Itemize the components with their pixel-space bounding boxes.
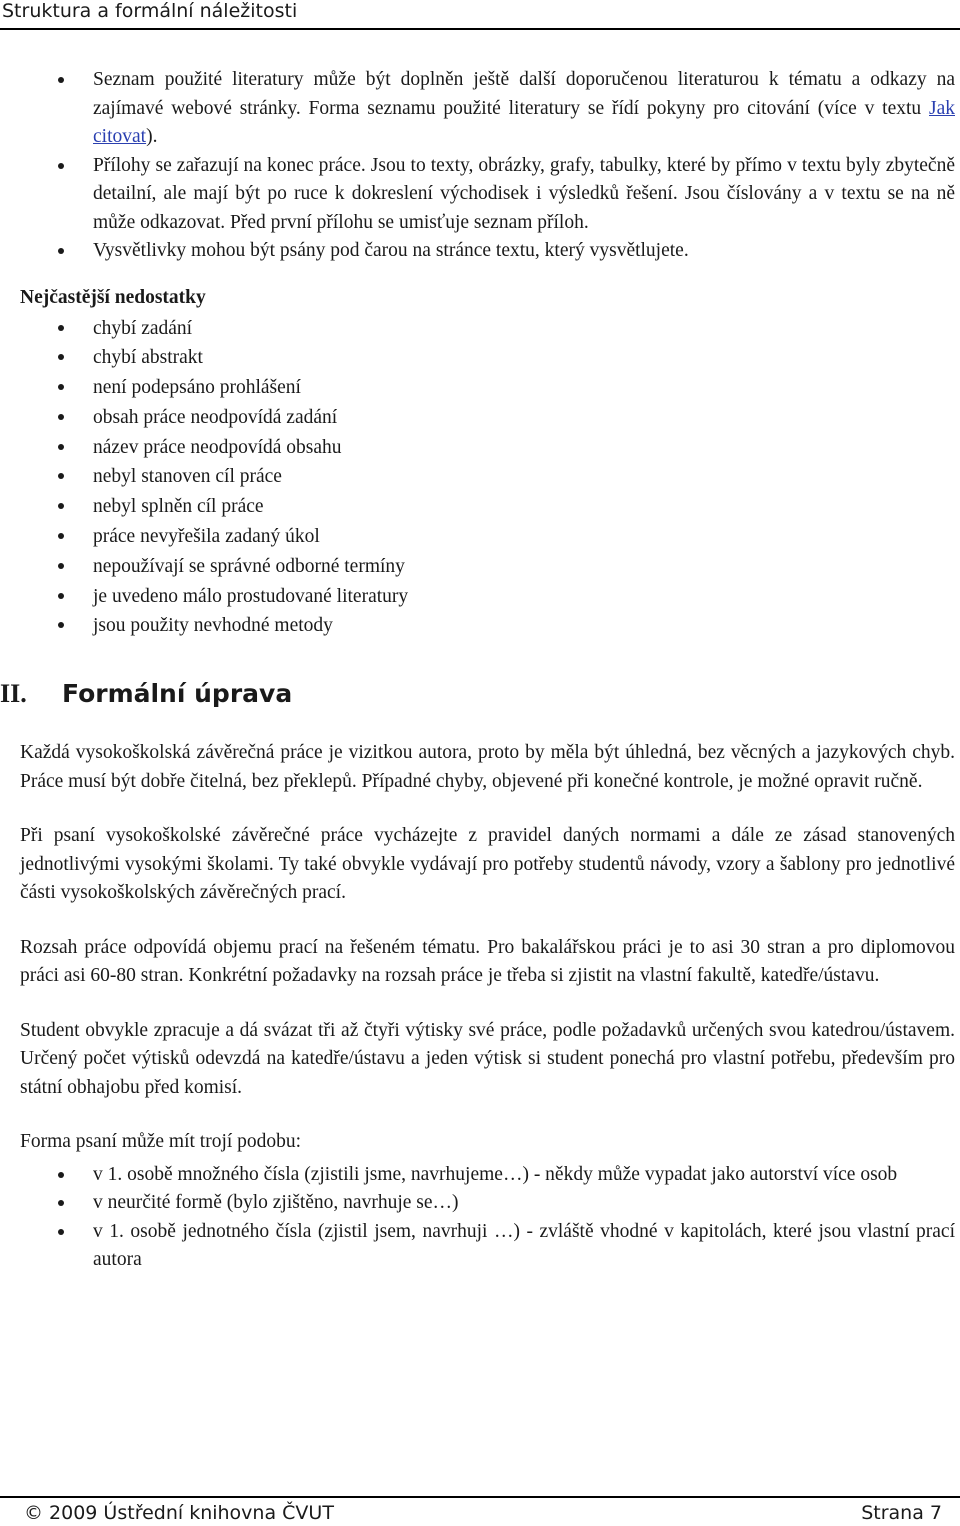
list-item bbox=[20, 522, 955, 552]
paragraph: Každá vysokoškolská závěrečná práce je vizitkou autora, proto by měla být úhledná, bez věcných a jazykových chyb. Práce musí být dobře čitelná, bez překlepů. Případné chyby, objevené při konečné kontrole, je možné opravit ručně. bbox=[20, 742, 955, 792]
paragraph: Při psaní vysokoškolské závěrečné práce vycházejte z pravidel daných normami a dále ze zásad stanovených jednotlivými vysokými školami. Ty také obvykle vydávají pro potřeby studentů návody, vzory a šablony pro jednotlivé části vysokoškolských závěrečných prací. bbox=[20, 825, 955, 904]
bullet-text-tail: ). bbox=[146, 126, 158, 147]
list-item bbox=[20, 492, 955, 522]
list-item bbox=[20, 611, 955, 641]
bullet-icon bbox=[58, 533, 64, 539]
bullet-icon bbox=[58, 384, 64, 390]
shortcomings-heading: Nejčastější nedostatky bbox=[20, 286, 206, 308]
shortcoming-text: obsah práce neodpovídá zadání bbox=[93, 406, 338, 428]
page-number: Strana 7 bbox=[861, 1502, 942, 1524]
jak-citovat-link[interactable]: Jak citovat bbox=[93, 97, 955, 147]
bullet-icon bbox=[58, 1200, 64, 1206]
bullet-text: Vysvětlivky mohou být psány pod čarou na stránce textu, který vysvětlujete. bbox=[93, 240, 689, 261]
bullet-icon bbox=[58, 325, 64, 331]
section-number: II. bbox=[0, 679, 27, 709]
section-heading bbox=[0, 679, 955, 709]
bullet-text: Přílohy se zařazují na konec práce. Jsou to texty, obrázky, grafy, tabulky, které by přímo v textu byly zbytečně detailní, ale mají být po ruce k dokreslení východisek i výsledků řešení. Jsou číslovány a v textu se na ně může odkazovat. Před první přílohu se umisťuje seznam příloh. bbox=[93, 154, 955, 233]
paragraph: Rozsah práce odpovídá objemu prací na řešeném tématu. Pro bakalářskou práci je to asi 30 stran a pro diplomovou práci asi 60-80 stran. Konkrétní požadavky na rozsah práce je třeba si zjistit na vlastní fakultě, katedře/ústavu. bbox=[20, 936, 955, 987]
form-text: v 1. osobě množného čísla (zjistili jsme, navrhujeme…) - někdy může vypadat jako autorství více osob bbox=[93, 1163, 898, 1185]
list-item bbox=[20, 1218, 955, 1275]
list-item bbox=[20, 433, 955, 463]
shortcoming-text: chybí abstrakt bbox=[93, 347, 203, 369]
footer-rule bbox=[0, 1496, 960, 1498]
list-item bbox=[20, 66, 955, 152]
header-title: Struktura a formální náležitosti bbox=[2, 0, 298, 22]
shortcoming-text: není podepsáno prohlášení bbox=[93, 377, 301, 399]
shortcoming-text: je uvedeno málo prostudované literatury bbox=[93, 585, 409, 607]
bullet-icon bbox=[58, 414, 64, 420]
list-item bbox=[20, 343, 955, 373]
bullet-icon bbox=[58, 354, 64, 360]
bullet-icon bbox=[58, 1229, 64, 1235]
bullet-icon bbox=[58, 563, 64, 569]
bullet-text: Seznam použité literatury může být doplněn ještě další doporučenou literaturou k tématu a odkazy na zajímavé webové stránky. Forma seznamu použité literatury se řídí pokyny pro citování (více v textu bbox=[93, 69, 955, 119]
shortcoming-text: jsou použity nevhodné metody bbox=[93, 615, 333, 637]
shortcoming-text: chybí zadání bbox=[93, 317, 193, 339]
page-footer bbox=[0, 1496, 960, 1526]
list-item bbox=[20, 1161, 955, 1190]
list-item bbox=[20, 552, 955, 582]
shortcoming-text: práce nevyřešila zadaný úkol bbox=[93, 526, 320, 548]
page-content bbox=[0, 66, 955, 1275]
shortcoming-text: nebyl stanoven cíl práce bbox=[93, 466, 282, 488]
list-item bbox=[20, 152, 955, 238]
paragraph-form-intro: Forma psaní může mít trojí podobu: bbox=[20, 1131, 302, 1153]
bullet-icon bbox=[58, 1172, 64, 1178]
writing-form-list bbox=[20, 1161, 955, 1275]
shortcoming-text: nepoužívají se správné odborné termíny bbox=[93, 555, 405, 577]
list-item bbox=[20, 237, 955, 266]
shortcomings-list bbox=[20, 314, 955, 642]
list-item bbox=[20, 1189, 955, 1218]
intro-bullet-list bbox=[20, 66, 955, 266]
form-text: v 1. osobě jednotného čísla (zjistil jsem, navrhuji …) - zvláště vhodné v kapitolách, které jsou vlastní prací autora bbox=[93, 1220, 955, 1271]
list-item bbox=[20, 314, 955, 344]
bullet-icon bbox=[58, 622, 64, 628]
bullet-icon bbox=[58, 163, 64, 169]
footer-copyright: © 2009 Ústřední knihovna ČVUT bbox=[24, 1502, 334, 1524]
bullet-icon bbox=[58, 248, 64, 254]
list-item bbox=[20, 462, 955, 492]
section-title: Formální úprava bbox=[62, 679, 293, 709]
shortcoming-text: nebyl splněn cíl práce bbox=[93, 496, 264, 518]
list-item bbox=[20, 373, 955, 403]
bullet-icon bbox=[58, 503, 64, 509]
bullet-icon bbox=[58, 473, 64, 479]
form-text: v neurčité formě (bylo zjištěno, navrhuje se…) bbox=[93, 1192, 459, 1214]
bullet-icon bbox=[58, 593, 64, 599]
list-item bbox=[20, 403, 955, 433]
page-header bbox=[0, 0, 960, 30]
list-item bbox=[20, 582, 955, 612]
bullet-icon bbox=[58, 77, 64, 83]
bullet-icon bbox=[58, 444, 64, 450]
shortcoming-text: název práce neodpovídá obsahu bbox=[93, 436, 342, 458]
paragraph: Student obvykle zpracuje a dá svázat tři až čtyři výtisky své práce, podle požadavků určených svou katedrou/ústavem. Určený počet výtisků odevzdá na katedře/ústavu a jeden výtisk si student ponechá pro vlastní potřebu, především pro státní obhajobu před komisí. bbox=[20, 1019, 955, 1098]
header-rule bbox=[0, 28, 960, 30]
